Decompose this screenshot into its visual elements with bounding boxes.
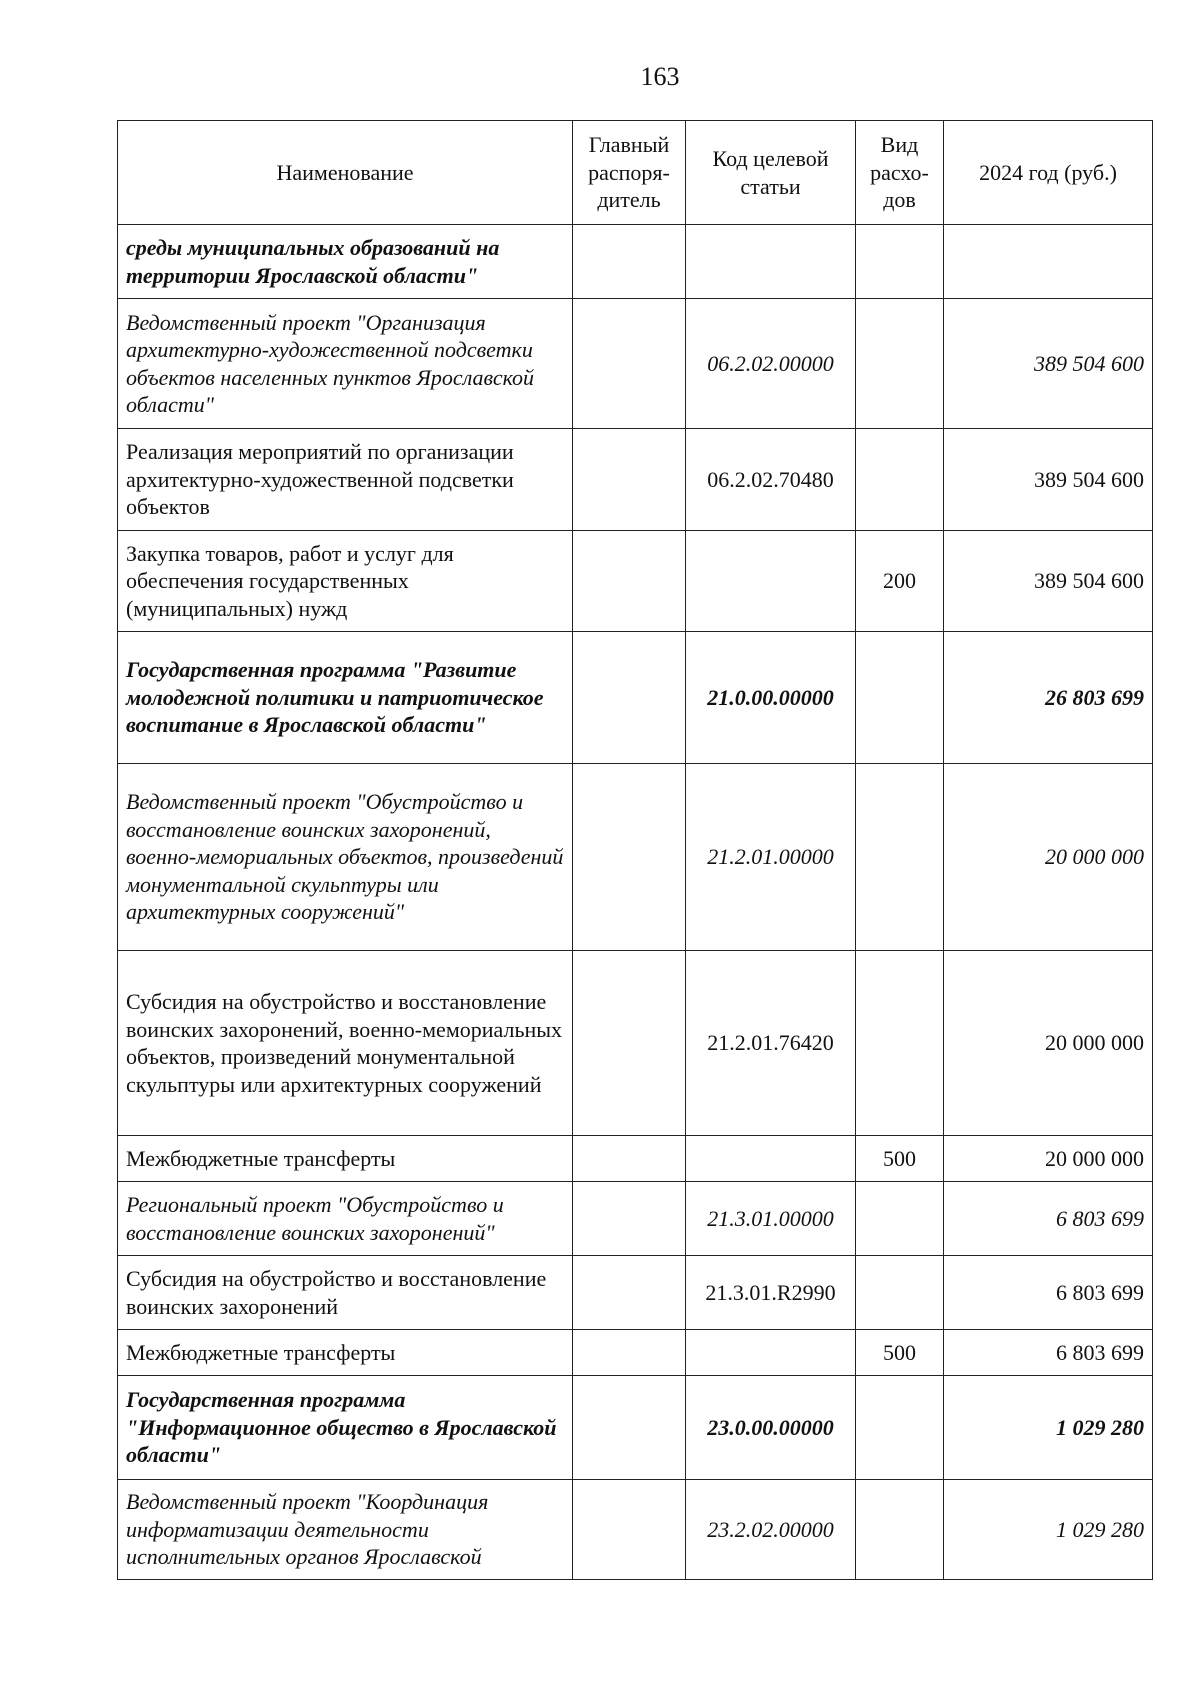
table-row [118,429,1153,531]
table-row [118,1182,1153,1256]
row-code: 21.3.01.R2990 [686,1256,856,1330]
row-name: Ведомственный проект "Обустройство и восстановление воинских захоронений, военно-мемориальных объектов, произведений монументальной скульптуры или архитектурных сооружений" [118,764,573,951]
row-name: Реализация мероприятий по организации архитектурно-художественной подсветки объектов [118,429,573,531]
page-number: 163 [640,62,680,91]
row-admin [573,1136,686,1182]
table-row [118,951,1153,1136]
row-amount: 6 803 699 [944,1182,1153,1256]
header-amount: 2024 год (руб.) [944,121,1153,225]
row-admin [573,632,686,764]
table-row [118,299,1153,429]
table-row [118,1480,1153,1580]
row-admin [573,225,686,299]
row-amount: 389 504 600 [944,429,1153,531]
row-kind: 500 [856,1330,944,1376]
header-kind: Вид расхо-дов [856,121,944,225]
row-name: Закупка товаров, работ и услуг для обеспечения государственных (муниципальных) нужд [118,531,573,632]
row-code: 06.2.02.00000 [686,299,856,429]
row-code: 21.2.01.76420 [686,951,856,1136]
row-amount: 389 504 600 [944,299,1153,429]
row-code: 23.2.02.00000 [686,1480,856,1580]
budget-table [117,120,1153,1580]
row-name: Региональный проект "Обустройство и восстановление воинских захоронений" [118,1182,573,1256]
row-code [686,1330,856,1376]
row-code: 06.2.02.70480 [686,429,856,531]
row-amount: 6 803 699 [944,1330,1153,1376]
header-code: Код целевой статьи [686,121,856,225]
table-row [118,225,1153,299]
row-name: Государственная программа "Развитие молодежной политики и патриотическое воспитание в Ярославской области" [118,632,573,764]
row-amount: 389 504 600 [944,531,1153,632]
row-admin [573,531,686,632]
row-admin [573,429,686,531]
row-code [686,1136,856,1182]
row-amount: 6 803 699 [944,1256,1153,1330]
row-amount [944,225,1153,299]
row-kind [856,299,944,429]
row-admin [573,1256,686,1330]
row-amount: 1 029 280 [944,1376,1153,1480]
row-kind [856,429,944,531]
row-name: Ведомственный проект "Организация архитектурно-художественной подсветки объектов населенных пунктов Ярославской области" [118,299,573,429]
row-kind [856,1480,944,1580]
row-amount: 26 803 699 [944,632,1153,764]
row-admin [573,1330,686,1376]
row-name: Государственная программа "Информационное общество в Ярославской области" [118,1376,573,1480]
row-admin [573,951,686,1136]
row-amount: 1 029 280 [944,1480,1153,1580]
row-admin [573,1480,686,1580]
row-code: 21.3.01.00000 [686,1182,856,1256]
row-admin [573,764,686,951]
row-code [686,225,856,299]
row-name: Межбюджетные трансферты [118,1330,573,1376]
row-name: Субсидия на обустройство и восстановление воинских захоронений [118,1256,573,1330]
row-kind [856,1376,944,1480]
row-code: 21.2.01.00000 [686,764,856,951]
row-name: Ведомственный проект "Координация информатизации деятельности исполнительных органов Ярославской [118,1480,573,1580]
row-code [686,531,856,632]
table-row [118,764,1153,951]
table-row [118,1256,1153,1330]
row-kind [856,764,944,951]
row-kind [856,951,944,1136]
row-amount: 20 000 000 [944,951,1153,1136]
row-kind: 500 [856,1136,944,1182]
row-amount: 20 000 000 [944,764,1153,951]
table-header-row [118,121,1153,225]
row-kind: 200 [856,531,944,632]
row-name: Субсидия на обустройство и восстановление воинских захоронений, военно-мемориальных объектов, произведений монументальной скульптуры или архитектурных сооружений [118,951,573,1136]
row-kind [856,632,944,764]
row-code: 23.0.00.00000 [686,1376,856,1480]
table-row [118,531,1153,632]
table-row [118,1330,1153,1376]
row-admin [573,299,686,429]
table-row [118,1376,1153,1480]
row-admin [573,1376,686,1480]
table-row [118,632,1153,764]
row-kind [856,225,944,299]
row-code: 21.0.00.00000 [686,632,856,764]
row-name: среды муниципальных образований на территории Ярославской области" [118,225,573,299]
row-admin [573,1182,686,1256]
row-amount: 20 000 000 [944,1136,1153,1182]
header-name: Наименование [118,121,573,225]
row-kind [856,1182,944,1256]
row-kind [856,1256,944,1330]
header-admin: Главный распоря-дитель [573,121,686,225]
table-row [118,1136,1153,1182]
row-name: Межбюджетные трансферты [118,1136,573,1182]
